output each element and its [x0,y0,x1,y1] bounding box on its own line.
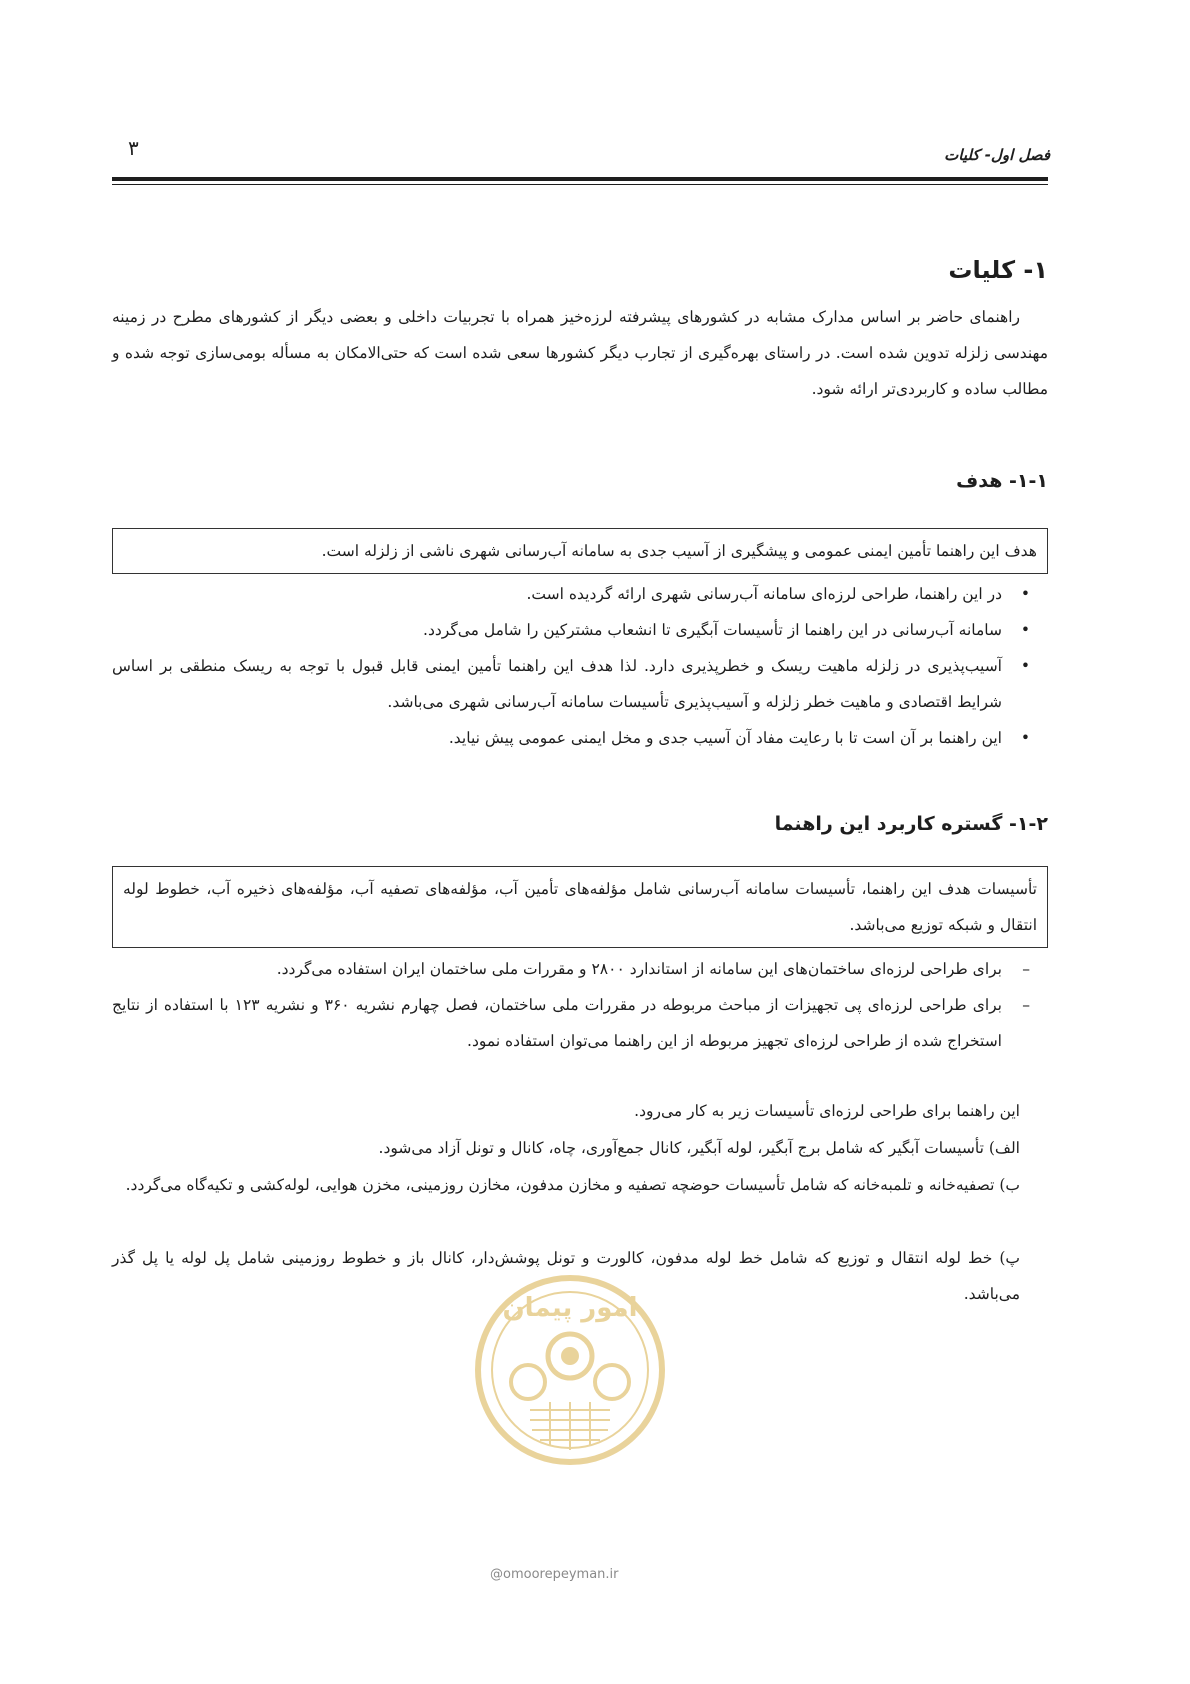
facility-item-pe: پ) خط لوله انتقال و توزیع که شامل خط لوله مدفون، کالورت و تونل پوشش‌دار، کانال باز و خطوط روزمینی شامل پل لوله یا پل گذر می‌باشد. [112,1249,1020,1303]
bullet-icon: • [1020,729,1030,747]
header-rule-thick [112,177,1048,181]
list-item: • سامانه آب‌رسانی در این راهنما از تأسیسات آبگیری تا انشعاب مشترکین را شامل می‌گردد. [112,612,1048,648]
section-1-1-boxed-text: هدف این راهنما تأمین ایمنی عمومی و پیشگیری از آسیب جدی به سامانه آب‌رسانی شهری ناشی از زلزله است. [112,528,1048,574]
bullet-icon: • [1020,585,1030,603]
bullet-icon: • [1020,657,1030,675]
section-1-1-heading: ۱-۱- هدف [956,470,1048,492]
section-1-2-boxed-text: تأسیسات هدف این راهنما، تأسیسات سامانه آب‌رسانی شامل مؤلفه‌های تأمین آب، مؤلفه‌های تصفیه آب، مؤلفه‌های ذخیره آب، خطوط لوله انتقال و شبکه توزیع می‌باشد. [112,866,1048,948]
list-item: – برای طراحی لرزه‌ای پی تجهیزات از مباحث مربوطه در مقررات ملی ساختمان، فصل چهارم نشریه ۳۶۰ و نشریه ۱۲۳ با استفاده از نتایج استخراج شده از طراحی لرزه‌ای تجهیز مربوطه از این راهنما می‌توان استفاده نمود. [112,987,1048,1059]
section-1-heading: ۱- کلیات [948,256,1048,284]
facility-item-alef: الف) تأسیسات آبگیر که شامل برج آبگیر، لوله آبگیر، کانال جمع‌آوری، چاه، کانال و تونل آزاد می‌شود. [378,1139,1020,1157]
section-1-1-bullet-list [112,576,1048,756]
dash-icon: – [1022,996,1030,1014]
watermark-seal-icon [470,1270,670,1470]
section-1-2-heading: ۱-۲- گستره کاربرد این راهنما [774,813,1048,835]
page-number: ۳ [128,136,139,160]
chapter-title: فصل اول- کلیات [944,146,1050,164]
facility-item-be: ب) تصفیه‌خانه و تلمبه‌خانه که شامل تأسیسات حوضچه تصفیه و مخازن مدفون، مخازن روزمینی، مخزن هوایی، لوله‌کشی و تکیه‌گاه می‌گردد. [125,1176,1020,1194]
section-1-2-dash-list [112,951,1048,1059]
section-1-2-intro: این راهنما برای طراحی لرزه‌ای تأسیسات زیر به کار می‌رود. [634,1102,1020,1120]
list-item: • در این راهنما، طراحی لرزه‌ای سامانه آب‌رسانی شهری ارائه گردیده است. [112,576,1048,612]
list-item: • این راهنما بر آن است تا با رعایت مفاد آن آسیب جدی و مخل ایمنی عمومی پیش نیاید. [112,720,1048,756]
list-item: – برای طراحی لرزه‌ای ساختمان‌های این سامانه از استاندارد ۲۸۰۰ و مقررات ملی ساختمان ایران استفاده می‌گردد. [112,951,1048,987]
svg-text:امور پیمان: امور پیمان [502,1293,638,1323]
bullet-icon: • [1020,621,1030,639]
watermark-site: @omoorepeyman.ir [490,1567,619,1582]
section-1-paragraph: راهنمای حاضر بر اساس مدارک مشابه در کشورهای پیشرفته لرزه‌خیز همراه با تجربیات داخلی و بعضی دیگر از کشورهای مطرح در زمینه مهندسی زلزله تدوین شده است. در راستای بهره‌گیری از تجارب دیگر کشورها سعی شده است که حتی‌الامکان به مسأله بومی‌سازی توجه شده و مطالب ساده و کاربردی‌تر ارائه شود. [112,308,1048,398]
dash-icon: – [1022,960,1030,978]
list-item: • آسیب‌پذیری در زلزله ماهیت ریسک و خطرپذیری دارد. لذا هدف این راهنما تأمین ایمنی قابل قبول با توجه به ریسک منطقی بر اساس شرایط اقتصادی و ماهیت خطر زلزله و آسیب‌پذیری تأسیسات سامانه آب‌رسانی شهری می‌باشد. [112,648,1048,720]
header-rule-thin [112,184,1048,185]
